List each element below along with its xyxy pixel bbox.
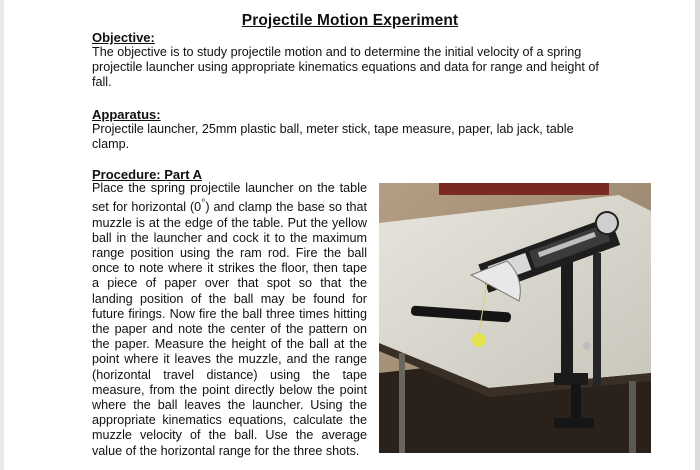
photo-table-leg-left xyxy=(399,353,405,453)
photo-table-leg-right xyxy=(629,381,636,453)
photo-clamp-knob xyxy=(583,342,591,350)
procedure-heading: Procedure: Part A xyxy=(92,167,203,182)
launcher-photo xyxy=(379,183,651,453)
photo-clamp-base xyxy=(554,418,594,428)
procedure-text-part1: Place the spring projectile launcher on the table set for horizontal (0 xyxy=(92,181,367,215)
degree-symbol: ° xyxy=(201,197,206,210)
launcher-photo-illustration xyxy=(379,183,651,453)
procedure-text xyxy=(92,181,367,459)
apparatus-heading: Apparatus: xyxy=(92,107,161,122)
objective-heading: Objective: xyxy=(92,30,155,45)
page-edge-left xyxy=(0,0,4,470)
objective-text: The objective is to study projectile motion and to determine the initial velocity of a spring projectile launcher using appropriate kinematics equations and data for range and height of fall. xyxy=(92,45,599,90)
photo-yellow-ball xyxy=(472,333,486,347)
page-title: Projectile Motion Experiment xyxy=(241,12,459,29)
photo-red-strip xyxy=(439,183,609,195)
apparatus-text: Projectile launcher, 25mm plastic ball, meter stick, tape measure, paper, lab jack, table clamp. xyxy=(92,122,574,152)
procedure-text-part2: ) and clamp the base so that muzzle is at the edge of the table. Put the yellow ball in the launcher and cock it to the maximum range position using the ram rod. Fire the ball once to note where it strikes the floor, then tape a piece of paper over that spot so that the landing position of the ball may be found for future firings. Now fire the ball three times hitting the paper and note the center of the pattern on the paper. Measure the height of the ball at the point where it leaves the muzzle, and the range (horizontal travel distance) using the tape measure, from the point directly below the point where the ball leaves the launcher. Using the appropriate kinematics equations, calculate the muzzle velocity of the ball. Use the average value of the horizontal range for the three shots. xyxy=(92,200,367,458)
photo-stand-right xyxy=(593,253,601,388)
page-edge-right xyxy=(695,0,700,470)
